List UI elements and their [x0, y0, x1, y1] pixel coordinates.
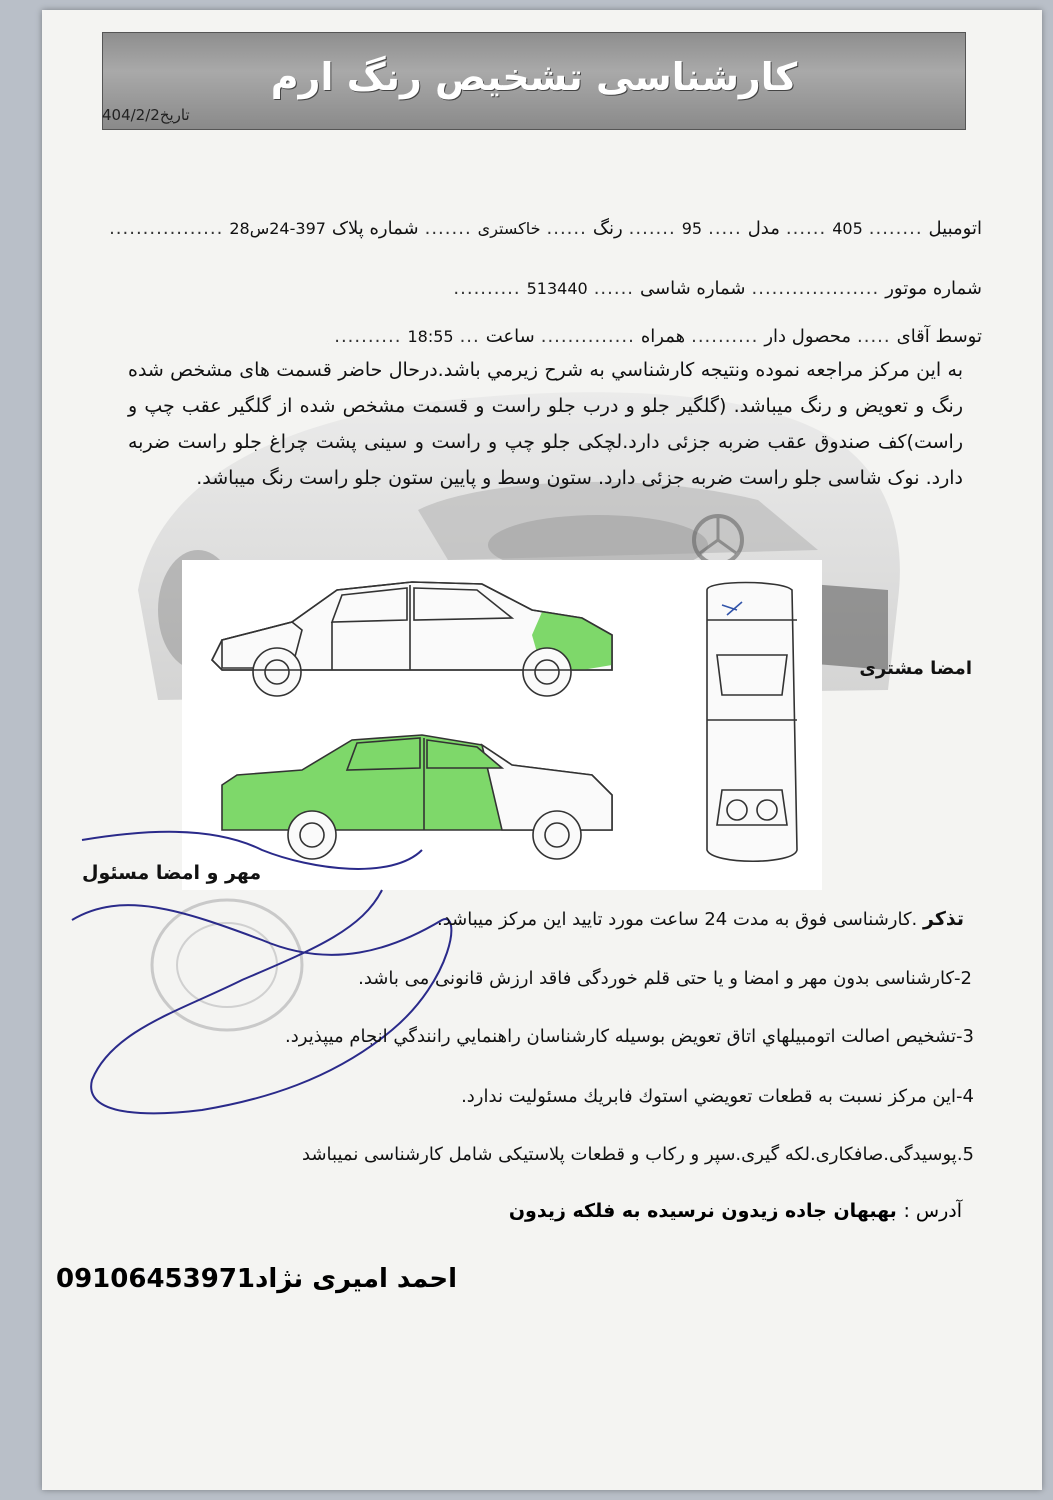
car-value: 405	[832, 219, 863, 238]
color-value: خاکستری	[477, 219, 541, 238]
chassis-value: 513440	[526, 279, 588, 298]
address-line	[509, 1200, 962, 1222]
note-heading: تذکر	[923, 908, 964, 930]
car-top-view	[707, 583, 797, 862]
by-label: توسط آقای	[896, 326, 982, 347]
car-label: اتومبیل	[928, 218, 982, 239]
customer-info-row: توسط آقای ..... محصول دار .......... همراه .............. ساعت ... 18:55 ..........	[334, 326, 982, 347]
color-label: رنگ	[592, 218, 623, 239]
form-title: کارشناسی تشخیص رنگ ارم	[270, 55, 798, 99]
car-side-view-right	[212, 582, 612, 696]
companion-label: همراه	[640, 326, 686, 347]
customer-signature-label: امضا مشتری	[859, 658, 972, 679]
note-1	[437, 908, 964, 930]
time-label: ساعت	[485, 326, 535, 347]
model-value: 95	[681, 219, 703, 238]
title-banner	[102, 32, 966, 130]
plate-label: شماره پلاک	[331, 218, 419, 239]
address-value: بهبهان جاده زیدون نرسیده به فلکه زیدون	[508, 1200, 897, 1222]
car-info-row: اتومبیل ........ 405 ...... مدل ..... 95 ....... رنگ ...... خاکستری ....... شماره پلاک 24-397س28 .................	[109, 218, 982, 239]
address-label: آدرس :	[903, 1200, 962, 1222]
product-label: محصول دار	[764, 326, 851, 347]
chassis-label: شماره شاسی	[640, 278, 746, 299]
contact-name-phone: احمد امیری نژاد09106453971	[56, 1264, 458, 1294]
note-4: 4-این مرکز نسبت به قطعات تعویضي استوك فابریك مسئولیت ندارد.	[461, 1086, 974, 1107]
seal-signature-label: مهر و امضا مسئول	[82, 862, 262, 884]
form-date: تاریخ404/2/2	[102, 106, 190, 124]
note-1-text: .کارشناسی فوق به مدت 24 ساعت مورد تایید این مرکز میباشد.	[436, 909, 918, 930]
plate-value: 24-397س28	[229, 219, 326, 238]
model-label: مدل	[747, 218, 780, 239]
time-value: 18:55	[407, 327, 454, 346]
inspection-result-text: به این مرکز مراجعه نموده ونتیجه کارشناسي به شرح زیرمي باشد.درحال حاضر قسمت های مشخص شده رنگ و تعویض و رنگ میباشد. (گلگیر جلو و درب جلو راست و قسمت مشخص شده از گلگیر عقب چپ و راست)کف صندوق عقب ضربه جزئی دارد.لچکی جلو چپ و راست و سینی پشت چراغ جلو راست ضربه دارد. نوک شاسی جلو راست ضربه جزئی دارد. ستون وسط و پایین ستون جلو راست رنگ میباشد.	[128, 359, 963, 489]
note-2: 2-کارشناسی بدون مهر و امضا و یا حتی قلم خوردگی فاقد ارزش قانونی می باشد.	[358, 968, 972, 989]
engine-info-row: شماره موتور ................... شماره شاسی ...... 513440 ..........	[453, 278, 982, 299]
inspection-form	[42, 10, 1042, 1490]
note-5: 5.پوسیدگی.صافکاری.لکه گیری.سپر و رکاب و قطعات پلاستیکی شامل کارشناسی نمیباشد	[302, 1144, 974, 1165]
engine-label: شماره موتور	[885, 278, 982, 299]
note-3: 3-تشخیص اصالت اتومبیلهاي اتاق تعویض بوسیله کارشناسان راهنمایي رانندگي انجام میپذیرد.	[285, 1026, 974, 1047]
